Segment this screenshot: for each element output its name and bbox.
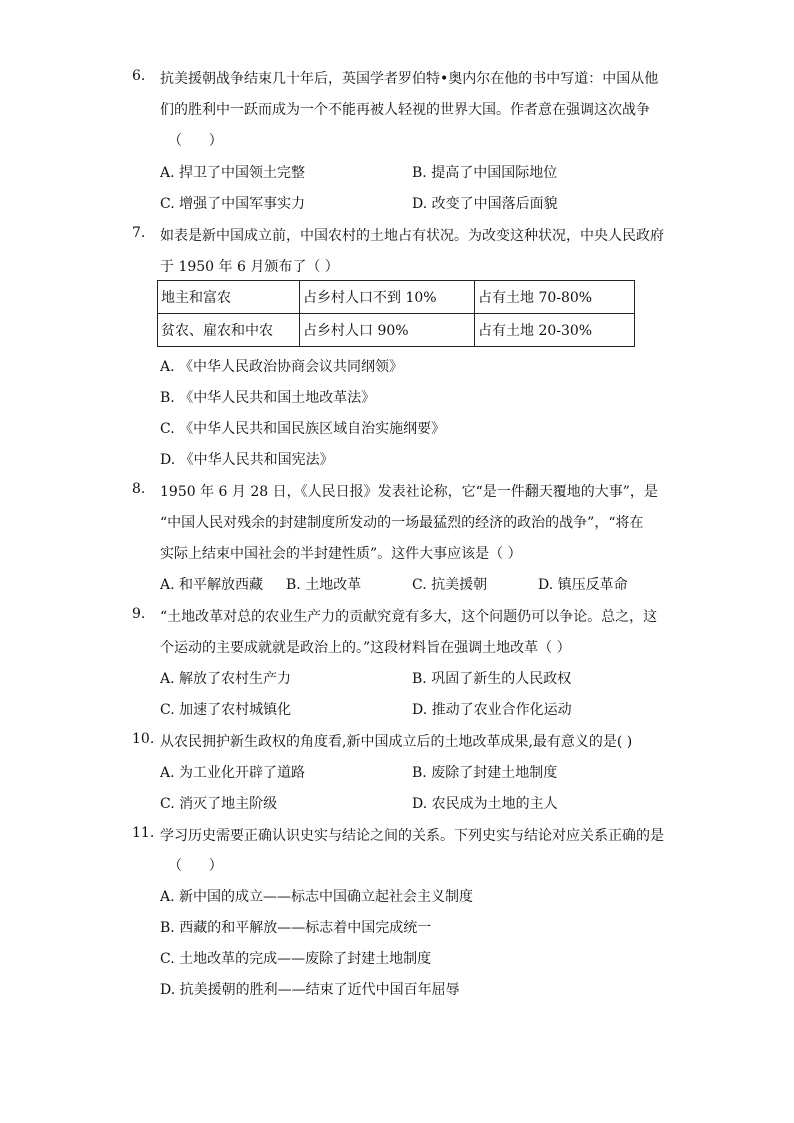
answer-blank: （ ） bbox=[168, 858, 223, 874]
answer-blank: （ ） bbox=[168, 133, 223, 149]
option-b: B. 巩固了新生的人民政权 bbox=[412, 671, 572, 687]
option-d: D. 推动了农业合作化运动 bbox=[412, 702, 572, 718]
option-d: D. 镇压反革命 bbox=[538, 577, 628, 593]
option-c: C. 加速了农村城镇化 bbox=[160, 702, 292, 718]
option-c: C. 抗美援朝 bbox=[412, 577, 488, 593]
option-c: C. 消灭了地主阶级 bbox=[160, 796, 278, 812]
question-stem-line: 如表是新中国成立前，中国农村的土地占有状况。为改变这种状况，中央人民政府 bbox=[160, 228, 664, 244]
table-cell: 占乡村人口不到 10% bbox=[300, 281, 475, 314]
table-cell: 占有土地 20-30% bbox=[475, 314, 635, 347]
question-stem-line: “中国人民对残余的封建制度所发动的一场最猛烈的经济的政治的战争”，“将在 bbox=[160, 515, 644, 531]
question-number: 10. bbox=[132, 731, 155, 747]
question-stem-line: 个运动的主要成就就是政治上的。”这段材料旨在强调土地改革（ ） bbox=[160, 640, 571, 656]
option-d: D. 改变了中国落后面貌 bbox=[412, 196, 558, 212]
question-stem-line: 实际上结束中国社会的半封建性质”。这件大事应该是（ ） bbox=[160, 546, 522, 562]
option-a: A. 《中华人民政治协商会议共同纲领》 bbox=[160, 359, 404, 375]
option-b: B. 废除了封建土地制度 bbox=[412, 765, 558, 781]
option-b: B. 《中华人民共和国土地改革法》 bbox=[160, 390, 376, 406]
table-cell: 占乡村人口 90% bbox=[300, 314, 475, 347]
question-stem-line: 们的胜利中一跃而成为一个不能再被人轻视的世界大国。作者意在强调这次战争 bbox=[160, 102, 650, 118]
option-b: B. 西藏的和平解放——标志着中国完成统一 bbox=[160, 920, 432, 936]
option-a: A. 和平解放西藏 bbox=[160, 577, 264, 593]
table-cell: 地主和富农 bbox=[158, 281, 300, 314]
option-b: B. 土地改革 bbox=[286, 577, 362, 593]
question-stem-line: 学习历史需要正确认识史实与结论之间的关系。下列史实与结论对应关系正确的是 bbox=[160, 828, 664, 844]
table-cell: 贫农、雇农和中农 bbox=[158, 314, 300, 347]
option-d: D. 《中华人民共和国宪法》 bbox=[160, 452, 334, 468]
question-stem-line: “土地改革对总的农业生产力的贡献究竟有多大，这个问题仍可以争论。总之，这 bbox=[160, 609, 658, 625]
option-b: B. 提高了中国国际地位 bbox=[412, 165, 558, 181]
table-row bbox=[158, 281, 635, 314]
question-stem-line: 于 1950 年 6 月颁布了（ ） bbox=[160, 259, 339, 275]
option-d: D. 农民成为土地的主人 bbox=[412, 796, 558, 812]
option-c: C. 增强了中国军事实力 bbox=[160, 196, 306, 212]
question-number: 11. bbox=[132, 825, 155, 841]
option-a: A. 解放了农村生产力 bbox=[160, 671, 292, 687]
question-number: 7. bbox=[132, 225, 146, 241]
question-number: 8. bbox=[132, 481, 146, 497]
option-a: A. 捍卫了中国领土完整 bbox=[160, 165, 306, 181]
option-d: D. 抗美援朝的胜利——结束了近代中国百年屈辱 bbox=[160, 982, 460, 998]
option-c: C. 《中华人民共和国民族区域自治实施纲要》 bbox=[160, 421, 446, 437]
question-stem-line: 从农民拥护新生政权的角度看,新中国成立后的土地改革成果,最有意义的是( ) bbox=[160, 734, 633, 750]
table-row bbox=[158, 314, 635, 347]
question-number: 6. bbox=[132, 68, 146, 84]
question-number: 9. bbox=[132, 606, 146, 622]
question-stem-line: 抗美援朝战争结束几十年后，英国学者罗伯特•奥内尔在他的书中写道：中国从他 bbox=[160, 71, 659, 87]
option-a: A. 为工业化开辟了道路 bbox=[160, 765, 306, 781]
option-a: A. 新中国的成立——标志中国确立起社会主义制度 bbox=[160, 889, 474, 905]
question-stem-line: 1950 年 6 月 28 日，《人民日报》发表社论称，它“是一件翻天覆地的大事”，是 bbox=[160, 484, 658, 500]
table-cell: 占有土地 70-80% bbox=[475, 281, 635, 314]
option-c: C. 土地改革的完成——废除了封建土地制度 bbox=[160, 951, 432, 967]
land-ownership-table bbox=[157, 280, 635, 347]
